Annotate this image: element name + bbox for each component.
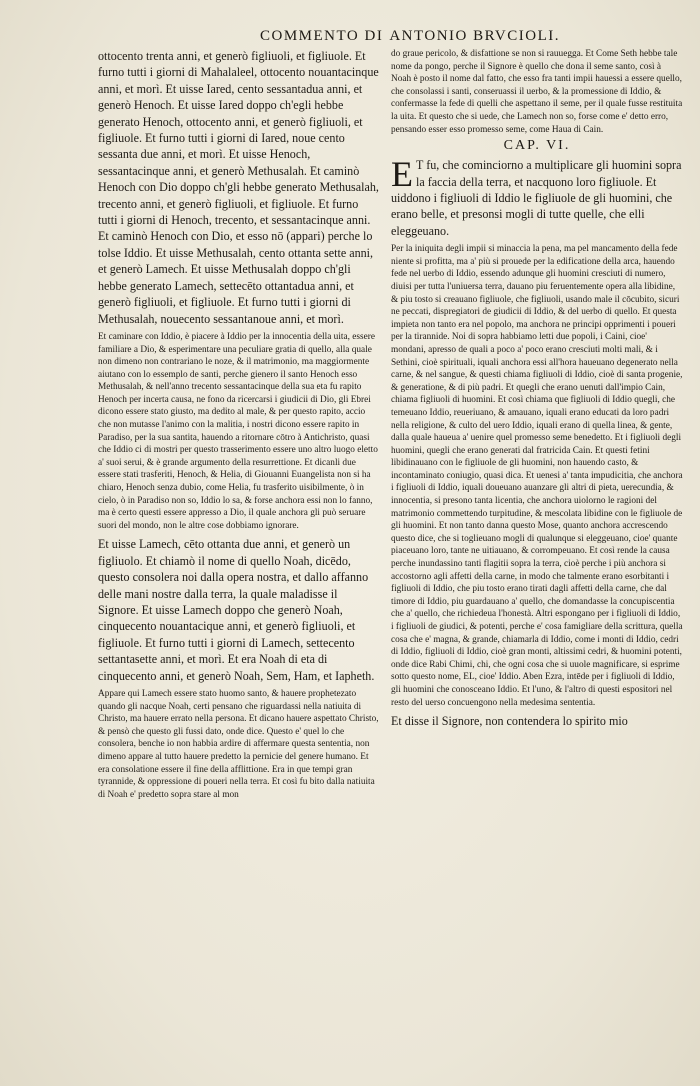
chapter-verse-2: Et disse il Signore, non contendera lo spirito mio (391, 714, 628, 729)
header-title-right: ANTONIO BRVCIOLI. (389, 28, 560, 44)
chapter-heading: CAP. VI. (503, 138, 571, 154)
scripture-text-1: ottocento trenta anni, et generò figliuoli, et figliuole. Et furno tutti i giorni di Mahalaleel, ottocento nouantacinque anni, et morì. Et uisse Iared, cento sessantadua anni, et generò Henoch. Et uisse Iared doppo ch'egli hebbe generato Henoch, ottocento anni, et generò figliuoli, et figliuole. Et furno tutti i giorni di Iared, noue cento sessanta due anni, et morì. Et uisse Henoch, sessantacinque anni, et generò Methusalah. Et caminò Henoch con Dio doppo ch'gli hebbe generato Methusalah, trecento anni, et generò figliuoli, et figliuole. Et furno tutti i giorni di Henoch, trecento, et sessantacinque anni. Et caminò Henoch con Dio, et esso nō (appari) perche lo tolse Iddio. Et uisse Methusalah, cento ottanta sette anni, et generò Lamech. Et uisse Methusalah doppo ch'gli hebbe generato Lamech, settecēto ottantadua anni, et generò figliuoli, et figliuole. Et furno tutti i giorni di Methusalah, nouecento sessantanoue anni, et morì. (98, 49, 379, 326)
chapter-verse-1 (391, 154, 683, 239)
left-column (98, 48, 380, 805)
scripture-text-2: Et uisse Lamech, cēto ottanta due anni, et generò un figliuolo. Et chiamò il nome di quello Noah, dicēdo, questo consolera noi dalla opera nostra, et dallo affanno delle mani nostre dalla terra, la quale maladisse il Signore. Et uisse Lamech doppo che generò Noah, cinquecento nouantacique anni, et generò figliuoli, et figliuole. Et furno tutti i giorni di Lamech, settecento settantasette anni, et morì. Et era Noah di eta di cinquecento anni, et generò Noah, Sem, Ham, et Iapheth. (98, 537, 375, 683)
chapter-verse-1-text: T fu, che cominciorno a multiplicare gli huomini sopra la faccia della terra, et nacquono loro figliuole. Et uiddono i figliuoli di Iddio le figliuole de gli huomini, che erano belle, et presonsi mogli di tutte quelle, che elli eleggeuano. (391, 158, 682, 238)
running-header (150, 28, 670, 45)
header-title-left: COMMENTO DI (260, 28, 384, 44)
commentary-text-1: Et caminare con Iddio, è piacere à Iddio per la innocentia della uita, essere familiare a Dio, & esperimentare una peculiare gratia di quello, alla quale non dimeno non contrariano le noze, & il matrimonio, ma maggiormente aiutano con lo essemplo de santi, perche gienero il santo Henoch esso Methusalah, & nell'anno trecento sessantacinque della sua eta fu rapito Henoch per incerta causa, ne fono da ricercarsi i giudicii di Dio, gli Ebrei dicono essere stato giusto, ma dedito al male, & per questo rapito, accio che non mutasse l'animo con la malitia, i nostri dicono essere rapito in Paradiso, per la sua santita, hauendo a ritornare cōtro à Antichristo, quasi che Iddio ci di mostri per questo trasserimento essere uno altro luogo eletto a' suoi serui, & è grande argumento della resurrettione. Et dicanli due essere stati trasferiti, Henoch, & Helia, di Giouanni Euangelista non si ha chiaro, Henoch senza dubio, come Helia, fu trasferito uisibilmente, ò in cielo, ò in Paradiso non so, Iddio lo sa, & forse anchora essi non lo fanno, ma è certo questi essere appresso a Dio, il quale anchora gli può seruare suori del mondo, non le altre cose dobbiamo ignorare. (98, 331, 378, 531)
commentary-text-3: Per la iniquita degli impii si minaccia la pena, ma pel mancamento della fede niente si profitta, ma a' più si prouede per la edificatione della arca, hauendo fede nel uerbo di Iddio, essendo adunque gli huomini cresciuti di numero, diuisi per tutta l'uniuersa terra, dauano piu feruentemente opera alla libidine, & piu tosto si creauano figliuole, che figliuoli, usando male il cōcubito, sicuri ne peccati, dispregiatori de giudicii di Iddio, & del uerbo di quello. Et questa impieta non tanto era nel popolo, ma anchora ne principi opprimenti i poueri per la tirannide. Noi di sopra habbiamo letti due popoli, i Caini, cioe' mondani, apresso de quali a poco a' poco erano cresciuti molti mali, & i Sethini, cioè spirituali, iquali anchora essi all'hora haueuano degenerato nella carne, & nel sangue, & questi chiama figliuoli di Iddio, cioè di santa progenie, & generatione, & di più padri. Et quegli che erano uenuti dall'impio Cain, chiama figliuoli di huomini. Et così chiama que figliuoli di Iddio quegli, che temeuano Iddio, reueriuano, & amauano, iquali erano educati da loro padri nella religione, & culto del uero Iddio, iquali erano di quella linea, & gente, dalla quale haueua a' uenire quel promesso seme benedetto. Et i figliuoli degli huomini, quegli che erano generati dal fratricida Cain. Et questi fetini libidinauano con le figliuole de gli huomini, non hauendo casto, & incontaminato coniugio, quasi dica. Et uenesi a' tanta impudicitia, che anchora i figliuoli di Iddio, iquali doueuano auanzare gli altri di pieta, uerecundia, & innocentia, si presono tanta licentia, che anchora uiolorno le ragioni del matrimonio commettendo turpitudine, & mescolata libidine con le figliuole de gli huomini. Et non tanto danna questo Mose, quanto anchora accrescendo questo dice, che si toglieuano mogli di qualunque si eleggeuano, cioe' quante piaceuano loro, tante ne uitiauano, & corrompeuano. Et così rende la causa perche inundassino tanti flagitii sopra la terra, cioè perche i più anchora si accostorno agli affetti della carne, in modo che talmente erano esorbitanti i figliuoli di Iddio, che piu tosto erano tirati dagli affetti della carne, che dal timore di Iddio, piu guardauano a' quello, che domandasse la concupiscentia che a' quello, che richiedeua l'honestà. Altri espongano per i figliuoli di Iddio, i figliuoli de giudici, & potenti, perche e' cosa famigliare della scrittura, quella cosa che e' magna, & grande, chiamarla di Iddio, come i monti di Iddio, cedri di Iddio, figliuoli di Iddio, cioè gran monti, altissimi cedri, & huomini potenti, onde dice Rabi Chimi, chi, che ogni cosa che si uuole magnificare, si esprime sotto questo nome, EL, cioe' Iddio. Aben Ezra, intēde per i figliuoli di Iddio, gli huomini che conosceano Iddio. Et l'uno, & l'altro di questi espositori nel resto del uerso concuengono nella medesima sententia. (391, 244, 683, 708)
commentary-continuation: do graue pericolo, & disfattione se non si rauuegga. Et Come Seth hebbe tale nome da pongo, perche il Signore è quello che dona il seme santo, così à Noah è posto il nome dal fatto, che esso fra tanti impii hauessi a essere quello, che consolassi i santi, conseruassi il uerbo, & la promessione di Iddio, & confermasse la fede di quelli che aspettano il seme, per il quale fusse restituita la uita. Et questo che si uede, che Lamech non so, forse come e' detto erro, pensando esser esso promesso seme, come Haua di Cain. (391, 49, 683, 135)
commentary-text-2: Appare qui Lamech essere stato huomo santo, & hauere prophetezato quando gli nacque Noah, certi pensano che riguardassi nella natiuita di Christo, ma hauere errato nella persona. Et dicano hauere aspettato Christo, & pensò che questo gli fussi dato, onde dice. Questo e' quel lo che consolera, benche io non habbia ardire di affermare questa sententia, non dimeno appare al tutto hauere predetto la pernicie del genere humano. Et era consolatione essere il fine della afflittione. Era in que tempi gran tyrannide, & oppressione di poueri nella terra. Et così fu bito dalla natiuita di Noah e' predetto sopra stare al mon (98, 689, 379, 800)
drop-cap-initial: E (391, 154, 413, 195)
right-column (391, 48, 683, 734)
